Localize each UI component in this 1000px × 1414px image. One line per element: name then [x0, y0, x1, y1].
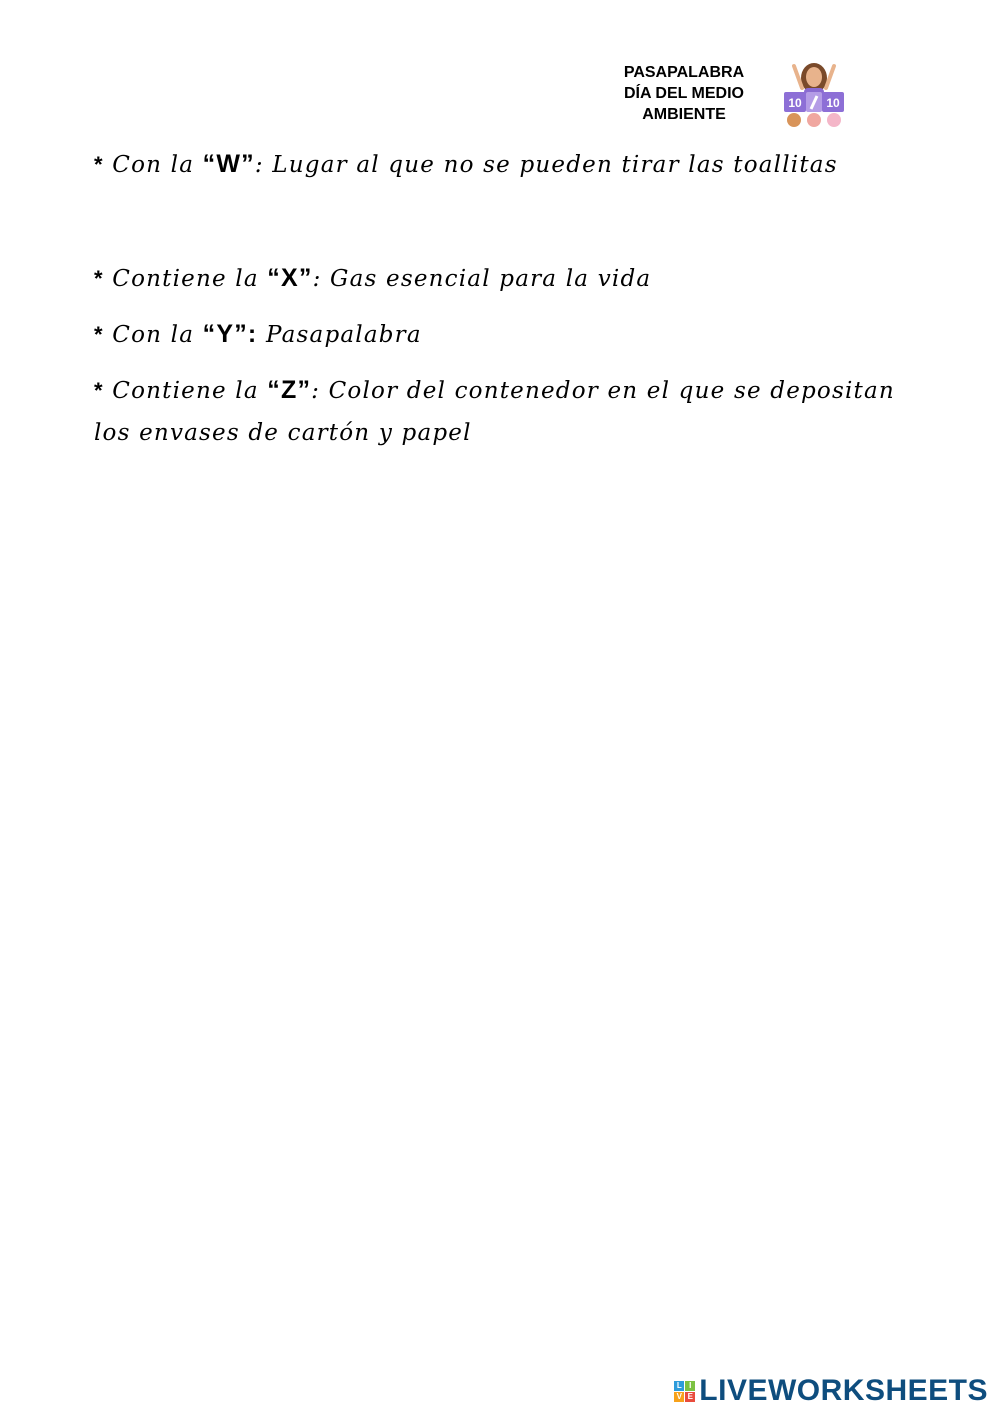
clue-y-text: Pasapalabra — [265, 322, 422, 348]
header-line-1: PASAPALABRA — [623, 64, 745, 81]
clue-y-bullet: * — [94, 322, 104, 347]
clue-x-text: : Gas esencial para la vida — [312, 266, 652, 292]
logo-mark-tile: E — [685, 1392, 695, 1402]
clue-z-text-line2: los envases de cartón y papel — [94, 420, 472, 446]
clue-z-bullet: * — [94, 378, 104, 403]
clue-z — [94, 376, 895, 405]
header-line-3: AMBIENTE — [642, 106, 726, 123]
svg-text:10: 10 — [826, 96, 840, 110]
clue-w-prefix: Con la — [112, 152, 195, 178]
clue-w-bullet: * — [94, 152, 104, 177]
liveworksheets-mark-icon — [674, 1381, 695, 1402]
logo-mark-tile: I — [685, 1381, 695, 1391]
header-line-2: DÍA DEL MEDIO — [623, 85, 744, 102]
clue-x-bullet: * — [94, 266, 104, 291]
bitmoji-teacher-10-10-icon — [780, 60, 848, 130]
worksheet-header-title — [600, 62, 768, 125]
clue-x-prefix: Contiene la — [112, 266, 259, 292]
logo-mark-tile: V — [674, 1392, 684, 1402]
clue-z-text: : Color del contenedor en el que se depositan — [311, 378, 895, 404]
clue-z-prefix: Contiene la — [112, 378, 259, 404]
liveworksheets-logo[interactable] — [674, 1376, 988, 1406]
clue-w-letter: “W” — [202, 150, 255, 178]
clue-w — [94, 150, 838, 179]
logo-mark-tile: L — [674, 1381, 684, 1391]
clue-y-prefix: Con la — [112, 322, 195, 348]
clue-w-text: : Lugar al que no se pueden tirar las toallitas — [254, 152, 838, 178]
clue-x-letter: “X” — [267, 264, 313, 292]
liveworksheets-wordmark: LIVEWORKSHEETS — [699, 1374, 988, 1407]
clue-x — [94, 264, 651, 293]
clue-z-continuation — [94, 420, 472, 446]
svg-text:10: 10 — [788, 96, 802, 110]
clue-y-letter: “Y”: — [202, 320, 258, 348]
clue-z-letter: “Z” — [267, 376, 312, 404]
clue-y — [94, 320, 422, 349]
